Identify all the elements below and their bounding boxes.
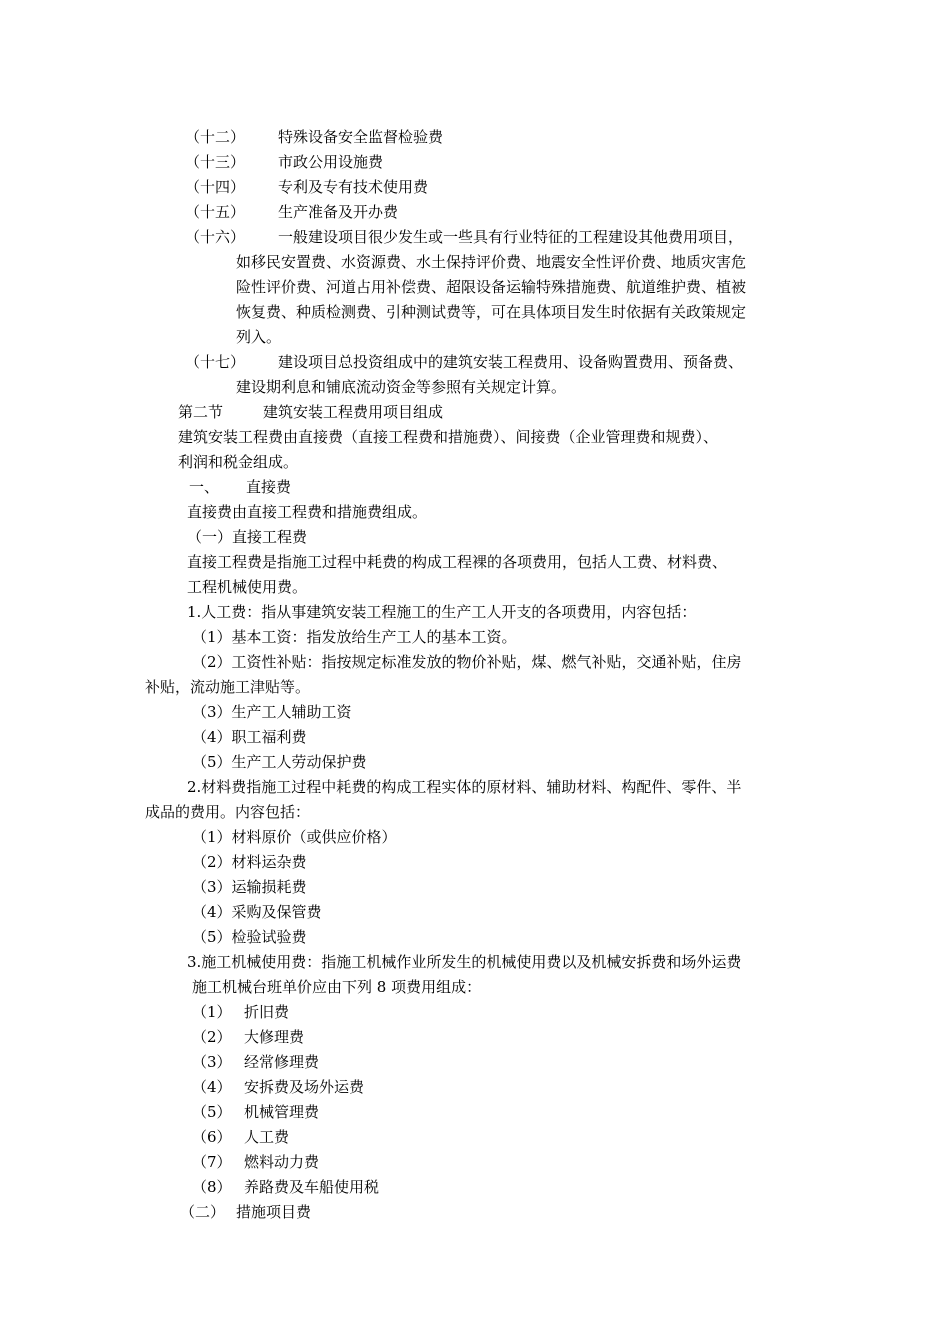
paragraph: 直接费由直接工程费和措施费组成。 (187, 503, 428, 521)
item-number: （十三） (185, 153, 246, 171)
list-item: （4）职工福利费 (192, 728, 307, 746)
section-title: 建筑安装工程费用项目组成 (263, 403, 444, 421)
item-text: 大修理费 (244, 1028, 305, 1046)
part-number: 一、 (189, 478, 220, 496)
machinery-subtitle: 施工机械台班单价应由下列 8 项费用组成： (192, 978, 482, 996)
item-number: （5） (192, 1103, 232, 1121)
subheading-title: 措施项目费 (236, 1203, 312, 1221)
list-item: （5）检验试验费 (192, 928, 307, 946)
item-text: 经常修理费 (244, 1053, 320, 1071)
item-text: 专利及专有技术使用费 (278, 178, 429, 196)
subheading-number: （二） (180, 1203, 226, 1221)
part-title: 直接费 (246, 478, 292, 496)
list-item-continued: 补贴，流动施工津贴等。 (145, 678, 311, 696)
paragraph: 工程机械使用费。 (187, 578, 308, 596)
item-text: 生产准备及开办费 (278, 203, 399, 221)
item-text: 特殊设备安全监督检验费 (278, 128, 444, 146)
item-text-continued: 建设期利息和铺底流动资金等参照有关规定计算。 (236, 378, 567, 396)
item-number: （十五） (185, 203, 246, 221)
paragraph: 利润和税金组成。 (178, 453, 299, 471)
item-number: （十六） (185, 228, 246, 246)
paragraph: 直接工程费是指施工过程中耗费的构成工程裸的各项费用，包括人工费、材料费、 (187, 553, 728, 571)
item-text: 安拆费及场外运费 (244, 1078, 365, 1096)
list-item: （3）运输损耗费 (192, 878, 307, 896)
item-text: 养路费及车船使用税 (244, 1178, 380, 1196)
list-item: （2）工资性补贴：指按规定标准发放的物价补贴，煤、燃气补贴，交通补贴，住房 (192, 653, 742, 671)
item-number: （7） (192, 1153, 232, 1171)
section-number: 第二节 (178, 403, 224, 421)
list-item: （5）生产工人劳动保护费 (192, 753, 367, 771)
item-number: （3） (192, 1053, 232, 1071)
item-text: 市政公用设施费 (278, 153, 384, 171)
item-text-continued: 列入。 (236, 328, 282, 346)
machinery-title: 3.施工机械使用费：指施工机械作业所发生的机械使用费以及机械安拆费和场外运费 (187, 953, 742, 971)
item-text: 人工费 (244, 1128, 290, 1146)
item-text: 一般建设项目很少发生或一些具有行业特征的工程建设其他费用项目， (278, 228, 744, 246)
item-text: 燃料动力费 (244, 1153, 320, 1171)
item-text-continued: 如移民安置费、水资源费、水土保持评价费、地震安全性评价费、地质灾害危 (236, 253, 747, 271)
item-text: 折旧费 (244, 1003, 290, 1021)
item-number: （4） (192, 1078, 232, 1096)
item-number: （十四） (185, 178, 246, 196)
item-number: （十二） (185, 128, 246, 146)
item-number: （十七） (185, 353, 246, 371)
item-text: 机械管理费 (244, 1103, 320, 1121)
list-item: （1）基本工资：指发放给生产工人的基本工资。 (192, 628, 517, 646)
item-text-continued: 恢复费、种质检测费、引种测试费等，可在具体项目发生时依据有关政策规定 (236, 303, 747, 321)
material-title-continued: 成品的费用。内容包括： (145, 803, 311, 821)
list-item: （1）材料原价（或供应价格） (192, 828, 397, 846)
item-number: （6） (192, 1128, 232, 1146)
item-text-continued: 险性评价费、河道占用补偿费、超限设备运输特殊措施费、航道维护费、植被 (236, 278, 747, 296)
paragraph: 建筑安装工程费由直接费（直接工程费和措施费）、间接费（企业管理费和规费）、 (178, 428, 719, 446)
labor-title: 1.人工费：指从事建筑安装工程施工的生产工人开支的各项费用，内容包括： (187, 603, 697, 621)
item-number: （2） (192, 1028, 232, 1046)
list-item: （2）材料运杂费 (192, 853, 307, 871)
list-item: （3）生产工人辅助工资 (192, 703, 352, 721)
item-number: （8） (192, 1178, 232, 1196)
item-number: （1） (192, 1003, 232, 1021)
list-item: （4）采购及保管费 (192, 903, 322, 921)
material-title: 2.材料费指施工过程中耗费的构成工程实体的原材料、辅助材料、构配件、零件、半 (187, 778, 742, 796)
subheading: （一）直接工程费 (187, 528, 308, 546)
item-text: 建设项目总投资组成中的建筑安装工程费用、设备购置费用、预备费、 (278, 353, 744, 371)
